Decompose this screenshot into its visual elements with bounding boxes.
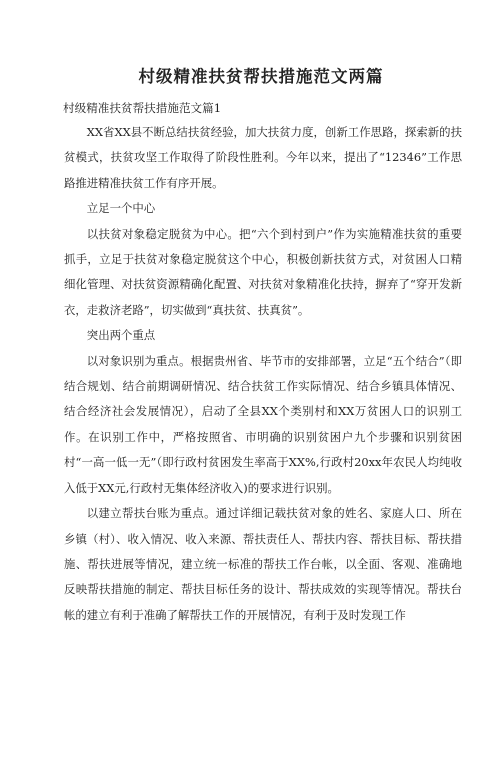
body-paragraph: 以建立帮扶台账为重点。通过详细记载扶贫对象的姓名、家庭人口、所在乡镇（村）、收入情况、收入来源、帮扶责任人、帮扶内容、帮扶目标、帮扶措施、帮扶进展等情况，建立统一标准的帮扶工作台帐，以全面、客观、准确地反映帮扶措施的制定、帮扶目标任务的设计、帮扶成效的实现等情况。帮扶台帐的建立有利于准确了解帮扶工作的开展情况，有利于及时发现工作 [64,506,462,622]
document-title: 村级精准扶贫帮扶措施范文两篇 [138,67,384,86]
section-heading: 突出两个重点 [86,328,156,343]
document-page [0,66,500,773]
section-heading: 立足一个中心 [86,201,156,216]
body-paragraph: 以扶贫对象稳定脱贫为中心。把“六个到村到户”作为实施精准扶贫的重要抓手，立足于扶贫对象稳定脱贫这个中心，积极创新扶贫方式，对贫困人口精细化管理、对扶贫资源精确化配置、对扶贫对象精准化扶持，摒弃了“穿开发新衣，走救济老路”，切实做到“真扶贫、扶真贫”。 [64,226,462,317]
body-paragraph: XX省XX县不断总结扶贫经验，加大扶贫力度，创新工作思路，探索新的扶贫模式，扶贫攻坚工作取得了阶段性胜利。今年以来，提出了“12346”工作思路推进精准扶贫工作有序开展。 [64,125,462,190]
section-subtitle: 村级精准扶贫帮扶措施范文篇1 [63,101,222,115]
body-paragraph: 以对象识别为重点。根据贵州省、毕节市的安排部署，立足“五个结合”（即结合规划、结合前期调研情况、结合扶贫工作实际情况、结合乡镇具体情况、结合经济社会发展情况），启动了全县XX个类别村和XX万贫困人口的识别工作。在识别工作中，严格按照省、市明确的识别贫困户九个步骤和识别贫困村“一高一低一无”（即行政村贫困发生率高于XX%,行政村20xx年农民人均纯收入低于XX元,行政村无集体经济收入)的要求进行识别。 [64,353,462,495]
